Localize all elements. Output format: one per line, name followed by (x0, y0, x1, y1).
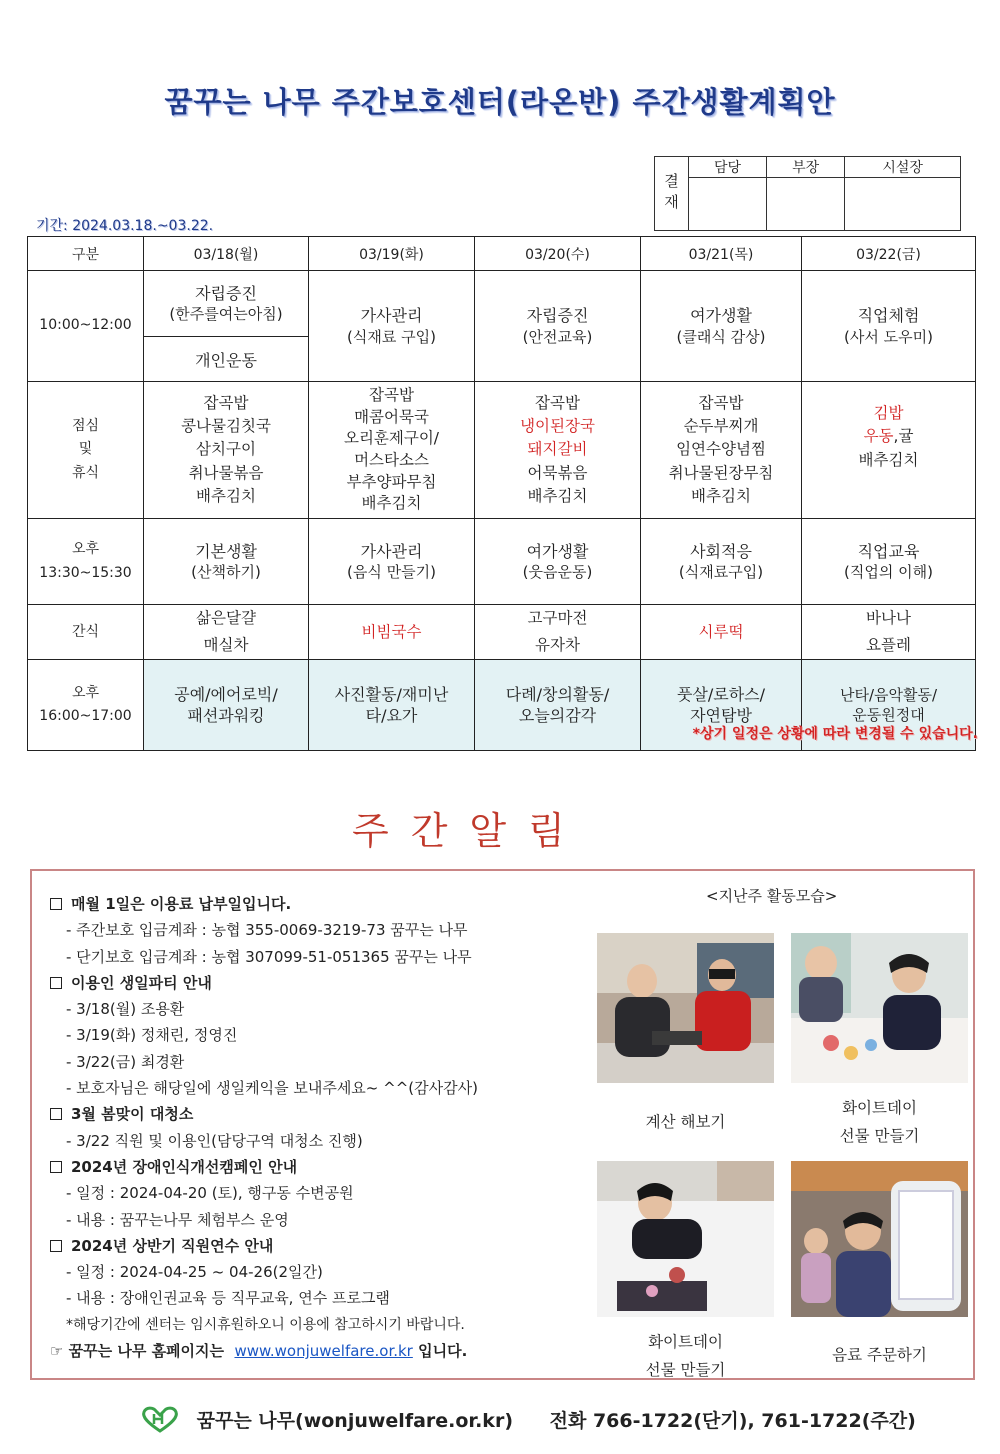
photo-caption (791, 1341, 968, 1369)
header-day-wed: 03/20(수) (475, 237, 641, 271)
snack-tue: 비빔국수 (309, 605, 475, 660)
activity-detail: (직업의 이해) (844, 563, 933, 582)
caption-line: 음료 주문하기 (832, 1346, 927, 1364)
caption-line: 화이트데이 (842, 1099, 917, 1117)
afternoon-thu (641, 519, 802, 605)
row-label-line: 휴식 (71, 464, 100, 481)
menu-item: 잡곡밥 (698, 393, 744, 412)
homepage-suffix: 입니다. (418, 1342, 468, 1361)
activity-line: 오늘의감각 (518, 706, 597, 726)
notice-heading (50, 1233, 610, 1259)
activity-line: 운동원정대 (852, 706, 925, 725)
approval-label: 결재 (655, 157, 689, 231)
menu-item: 배추김치 (691, 486, 751, 505)
approval-col-head: 부장 (767, 157, 845, 178)
photo-image (597, 1161, 774, 1317)
activity-detail: (클래식 감상) (676, 327, 766, 346)
notice-detail: - 단기보호 입금계좌 : 농협 307099-51-051365 꿈꾸는 나무 (66, 947, 472, 966)
menu-item: 어묵볶음 (527, 463, 588, 482)
approval-sign-cell (767, 178, 845, 231)
checkbox-square-icon (50, 1108, 62, 1120)
morning-thu (641, 271, 802, 382)
notice-note: *해당기간에 센터는 임시휴원하오니 이용에 참고하시기 바랍니다. (66, 1316, 465, 1333)
activity-line: 다례/창의활동/ (505, 684, 610, 704)
notice-heading-text: 매월 1일은 이용료 납부일입니다. (71, 895, 292, 913)
tree-logo-icon (140, 1405, 180, 1438)
snack-item: 매실차 (203, 636, 249, 655)
menu-item: 배추김치 (527, 486, 588, 505)
menu-item: ,귤 (893, 427, 914, 446)
row-label-lunch (28, 382, 144, 519)
morning-mon (144, 271, 309, 382)
approval-col-director: 시설장 (845, 157, 961, 178)
activity-title: 개인운동 (195, 350, 257, 370)
menu-item: 오리훈제구이/ (343, 429, 440, 448)
activity-detail: (한주를여는아침) (169, 305, 283, 324)
header-day-thu: 03/21(목) (641, 237, 802, 271)
notice-detail: - 보호자님은 해당일에 생일케익을 보내주세요~ ^^(감사감사) (66, 1079, 478, 1098)
header-day-tue: 03/19(화) (309, 237, 475, 271)
evening-wed (475, 660, 641, 751)
notice-heading-text: 2024년 상반기 직원연수 안내 (71, 1236, 274, 1255)
gallery-title: <지난주 활동모습> (706, 887, 838, 905)
row-morning (28, 271, 976, 382)
activity-line: 패션과워킹 (187, 706, 265, 726)
period-text: 기간: 2024.03.18.~03.22. (36, 218, 214, 234)
caption-line: 화이트데이 (648, 1333, 723, 1351)
snack-item: 바나나 (866, 609, 911, 627)
morning-wed (475, 271, 641, 382)
notice-detail: - 일정 : 2024-04-20 (토), 행구동 수변공원 (66, 1184, 354, 1203)
caption-line: 계산 해보기 (645, 1113, 726, 1131)
menu-item: 취나물볶음 (188, 463, 264, 482)
photo-image (597, 933, 774, 1083)
notice-detail: - 주간보호 입금계좌 : 농협 355-0069-3219-73 꿈꾸는 나무 (66, 921, 468, 940)
footer-org: 꿈꾸는 나무(wonjuwelfare.or.kr) (196, 1410, 513, 1432)
evening-tue (309, 660, 475, 751)
checkbox-square-icon (50, 977, 62, 989)
checkbox-square-icon (50, 1240, 62, 1252)
activity-line: 공예/에어로빅/ (174, 684, 278, 704)
activity-title: 자립증진 (526, 306, 589, 326)
afternoon-tue (309, 519, 475, 605)
footer (140, 1405, 916, 1438)
notice-detail: - 3/18(월) 조용환 (66, 1000, 185, 1019)
weekly-notice-title: 주간알림 (352, 809, 587, 853)
notice-heading-text: 이용인 생일파티 안내 (71, 973, 212, 992)
activity-detail: (안전교육) (522, 327, 593, 346)
activity-title: 직업체험 (857, 306, 920, 326)
photo-caption (791, 1094, 968, 1150)
row-label-evening (28, 660, 144, 751)
menu-item: 임연수양념찜 (676, 440, 766, 459)
photo-image (791, 1161, 968, 1317)
row-label-morning: 10:00~12:00 (28, 271, 144, 382)
homepage-prefix: ☞ 꿈꾸는 나무 홈페이지는 (50, 1342, 225, 1361)
header-day-mon: 03/18(월) (144, 237, 309, 271)
notice-heading (50, 970, 610, 996)
menu-item-special: 우동 (863, 427, 894, 446)
caption-line: 선물 만들기 (645, 1361, 726, 1379)
checkbox-square-icon (50, 1161, 62, 1173)
snack-item: 요플레 (866, 636, 911, 655)
schedule-table (27, 236, 976, 751)
photo-whiteday-2 (597, 1161, 774, 1321)
menu-item: 순두부찌개 (683, 417, 759, 436)
lunch-wed (475, 382, 641, 519)
notice-detail: - 일정 : 2024-04-25 ~ 04-26(2일간) (66, 1263, 323, 1282)
afternoon-mon (144, 519, 309, 605)
menu-item: 잡곡밥 (203, 393, 249, 412)
activity-title: 가사관리 (360, 306, 423, 326)
row-lunch (28, 382, 976, 519)
activity-line: 자연탐방 (690, 706, 752, 726)
notice-heading (50, 891, 610, 917)
notice-detail: - 내용 : 장애인권교육 등 직무교육, 연수 프로그램 (66, 1289, 390, 1308)
menu-item: 배추김치 (858, 450, 919, 469)
notice-heading (50, 1154, 610, 1180)
notice-detail: - 3/22 직원 및 이용인(담당구역 대청소 진행) (66, 1131, 363, 1150)
schedule-change-notice: *상기 일정은 상황에 따라 변경될 수 있습니다. (692, 726, 978, 742)
photo-image (791, 933, 968, 1083)
activity-title: 여가생활 (690, 306, 752, 326)
notice-detail: - 3/22(금) 최경환 (66, 1052, 185, 1071)
notice-detail: - 3/19(화) 정채린, 정영진 (66, 1026, 238, 1045)
row-label-line: 점심 (71, 418, 100, 435)
row-label-line: 16:00~17:00 (39, 708, 132, 725)
snack-fri (802, 605, 976, 660)
morning-fri (802, 271, 976, 382)
row-snack (28, 605, 976, 660)
menu-item: 취나물된장무침 (668, 463, 774, 482)
approval-col-manager: 담당 (689, 157, 767, 178)
homepage-link[interactable]: www.wonjuwelfare.or.kr (234, 1342, 413, 1361)
snack-item: 삶은달걀 (196, 609, 256, 627)
approval-sign-cell (689, 178, 767, 231)
menu-item: 잡곡밥 (535, 393, 580, 412)
activity-line: 풋살/로하스/ (676, 684, 766, 704)
approval-table (654, 156, 961, 231)
lunch-fri (802, 382, 976, 519)
caption-line: 선물 만들기 (839, 1127, 920, 1145)
menu-item: 콩나물김칫국 (181, 417, 271, 436)
activity-detail: (식재료구입) (678, 563, 764, 582)
menu-item: 배추김치 (361, 494, 422, 513)
photo-cashier (597, 933, 774, 1087)
menu-item: 매콤어묵국 (354, 407, 429, 426)
snack-item: 유자차 (535, 636, 580, 655)
activity-detail: (사서 도우미) (844, 327, 933, 346)
checkbox-square-icon (50, 898, 62, 910)
notice-heading-text: 3월 봄맞이 대청소 (71, 1105, 194, 1124)
snack-thu: 시루떡 (641, 605, 802, 660)
photo-whiteday-1 (791, 933, 968, 1087)
activity-line: 난타/음악활동/ (839, 686, 938, 704)
notice-heading (50, 1101, 610, 1127)
photo-caption (597, 1328, 774, 1384)
row-label-line: 오후 (71, 685, 100, 702)
lunch-thu (641, 382, 802, 519)
header-category: 구분 (28, 237, 144, 271)
weekly-notice-box (30, 869, 975, 1380)
activity-detail: (웃음운동) (522, 563, 593, 582)
approval-sign-cell (845, 178, 961, 231)
activity-title: 여가생활 (526, 541, 589, 561)
lunch-mon (144, 382, 309, 519)
evening-mon (144, 660, 309, 751)
activity-line: 사진활동/재미난 (334, 684, 449, 704)
row-label-afternoon (28, 519, 144, 605)
activity-title: 기본생활 (195, 541, 257, 561)
row-label-line: 오후 (71, 541, 100, 558)
afternoon-wed (475, 519, 641, 605)
footer-phone: 전화 766-1722(단기), 761-1722(주간) (549, 1410, 916, 1432)
activity-detail: (식재료 구입) (347, 327, 436, 346)
menu-item: 배추김치 (196, 486, 256, 505)
notice-heading-text: 2024년 장애인식개선캠페인 안내 (71, 1157, 298, 1176)
menu-item-special: 김밥 (873, 404, 904, 422)
notice-list (50, 891, 610, 1364)
menu-item-special: 돼지갈비 (527, 440, 588, 459)
afternoon-fri (802, 519, 976, 605)
snack-wed (475, 605, 641, 660)
header-day-fri: 03/22(금) (802, 237, 976, 271)
menu-item: 잡곡밥 (369, 385, 414, 404)
morning-tue (309, 271, 475, 382)
activity-title: 자립증진 (195, 283, 257, 303)
menu-item-special: 냉이된장국 (520, 417, 595, 436)
menu-item: 삼치구이 (196, 440, 256, 459)
activity-detail: (음식 만들기) (347, 563, 436, 582)
photo-caption (597, 1108, 774, 1136)
menu-item: 머스타소스 (354, 451, 429, 469)
homepage-line (50, 1338, 610, 1364)
row-label-snack: 간식 (28, 605, 144, 660)
menu-item: 부추양파무침 (346, 472, 437, 491)
row-afternoon (28, 519, 976, 605)
activity-title: 사회적응 (690, 541, 752, 561)
menu-item-line (802, 425, 975, 448)
activity-detail: (산책하기) (191, 563, 261, 582)
photo-kiosk (791, 1161, 968, 1321)
page-title: 꿈꾸는 나무 주간보호센터(라온반) 주간생활계획안 (164, 85, 836, 119)
snack-mon (144, 605, 309, 660)
activity-title: 직업교육 (857, 541, 920, 561)
snack-item: 고구마전 (527, 609, 588, 627)
row-label-line: 및 (78, 441, 93, 458)
activity-title: 가사관리 (360, 541, 423, 561)
lunch-tue (309, 382, 475, 519)
activity-line: 타/요가 (365, 706, 418, 726)
row-label-line: 13:30~15:30 (39, 564, 132, 581)
notice-detail: - 내용 : 꿈꾸는나무 체험부스 운영 (66, 1210, 289, 1229)
